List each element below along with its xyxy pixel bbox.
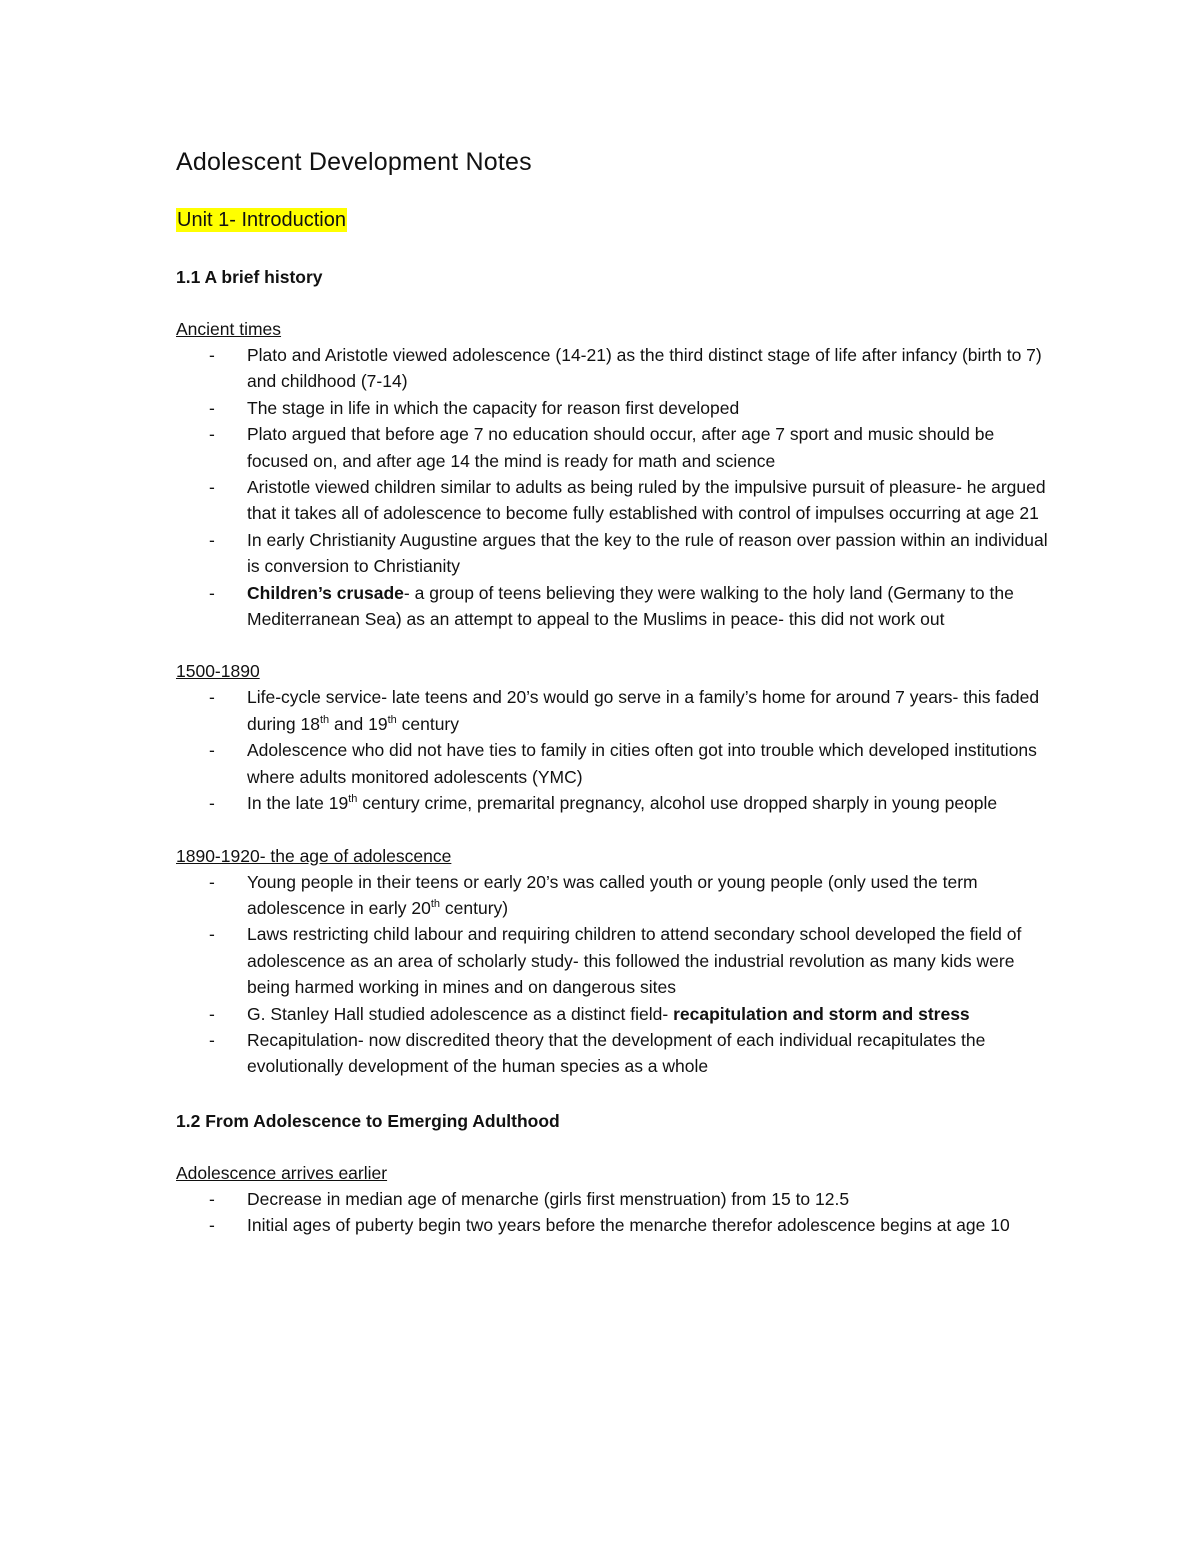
list-item: - Initial ages of puberty begin two years before the menarche therefor adolescence begins at age 10	[176, 1212, 1056, 1238]
text-span: and 19	[329, 713, 388, 734]
unit-heading	[176, 206, 1056, 234]
superscript: th	[387, 714, 397, 727]
list-item: - Adolescence who did not have ties to family in cities often got into trouble which developed institutions where adults monitored adolescents (YMC)	[176, 737, 1056, 790]
unit-heading-highlight: Unit 1- Introduction	[177, 209, 346, 231]
document-title: Adolescent Development Notes	[176, 148, 532, 176]
adolescence-earlier-label: Adolescence arrives earlier	[176, 1162, 388, 1183]
text-span: Life-cycle service- late teens and 20’s would go serve in a family’s home for around 7 years- this faded during 18	[247, 687, 1040, 734]
list-item: - In early Christianity Augustine argues that the key to the rule of reason over passion within an individual is conversion to Christianity	[176, 527, 1056, 580]
text-span: century	[396, 713, 459, 734]
crusade-text: - a group of teens believing they were walking to the holy land (Germany to the Mediterranean Sea) as an attempt to appeal to the Muslims in peace- this did not work out	[247, 582, 1014, 630]
list-item	[176, 580, 1056, 633]
list-item: - The stage in life in which the capacity for reason first developed	[176, 395, 1056, 421]
period-1500-label: 1500-1890	[176, 661, 260, 682]
text-span: century)	[440, 897, 509, 918]
list-item	[176, 1001, 1056, 1027]
list-item: - Decrease in median age of menarche (girls first menstruation) from 15 to 12.5	[176, 1186, 1056, 1212]
superscript: th	[348, 793, 358, 806]
superscript: th	[319, 714, 330, 727]
list-item	[176, 684, 1056, 737]
crusade-term: Children’s crusade	[247, 582, 404, 603]
period-1890-list	[176, 869, 1056, 1080]
list-item: - Aristotle viewed children similar to adults as being ruled by the impulsive pursuit of pleasure- he argued that it takes all of adolescence to become fully established with control of impulses occurring at age 21	[176, 474, 1056, 527]
period-1890-label: 1890-1920- the age of adolescence	[176, 845, 452, 866]
list-item	[176, 869, 1056, 922]
period-1500-list	[176, 684, 1056, 816]
list-item: - Plato and Aristotle viewed adolescence (14-21) as the third distinct stage of life after infancy (birth to 7) and childhood (7-14)	[176, 342, 1056, 395]
text-span: century crime, premarital pregnancy, alcohol use dropped sharply in young people	[357, 793, 998, 814]
text-span: Young people in their teens or early 20’s was called youth or young people (only used the term adolescence in early 20	[247, 871, 978, 918]
ancient-times-list	[176, 342, 1056, 632]
section-1-1-heading: 1.1 A brief history	[176, 267, 323, 287]
list-item	[176, 790, 1056, 816]
list-item: - Recapitulation- now discredited theory that the development of each individual recapitulates the evolutionally development of the human species as a whole	[176, 1027, 1056, 1080]
document-page	[176, 140, 1056, 1239]
ancient-times-label: Ancient times	[176, 319, 282, 339]
text-span: In the late 19	[247, 793, 349, 814]
adolescence-earlier-list	[176, 1186, 1056, 1239]
section-1-2-heading: 1.2 From Adolescence to Emerging Adulthood	[176, 1110, 560, 1131]
superscript: th	[430, 898, 441, 911]
list-item: - Plato argued that before age 7 no education should occur, after age 7 sport and music should be focused on, and after age 14 the mind is ready for math and science	[176, 421, 1056, 474]
text-span: G. Stanley Hall studied adolescence as a distinct field-	[247, 1003, 674, 1024]
bold-term: recapitulation and storm and stress	[673, 1003, 970, 1024]
list-item: - Laws restricting child labour and requiring children to attend secondary school developed the field of adolescence as an area of scholarly study- this followed the industrial revolution as many kids were being harmed working in mines and on dangerous sites	[176, 921, 1056, 1000]
